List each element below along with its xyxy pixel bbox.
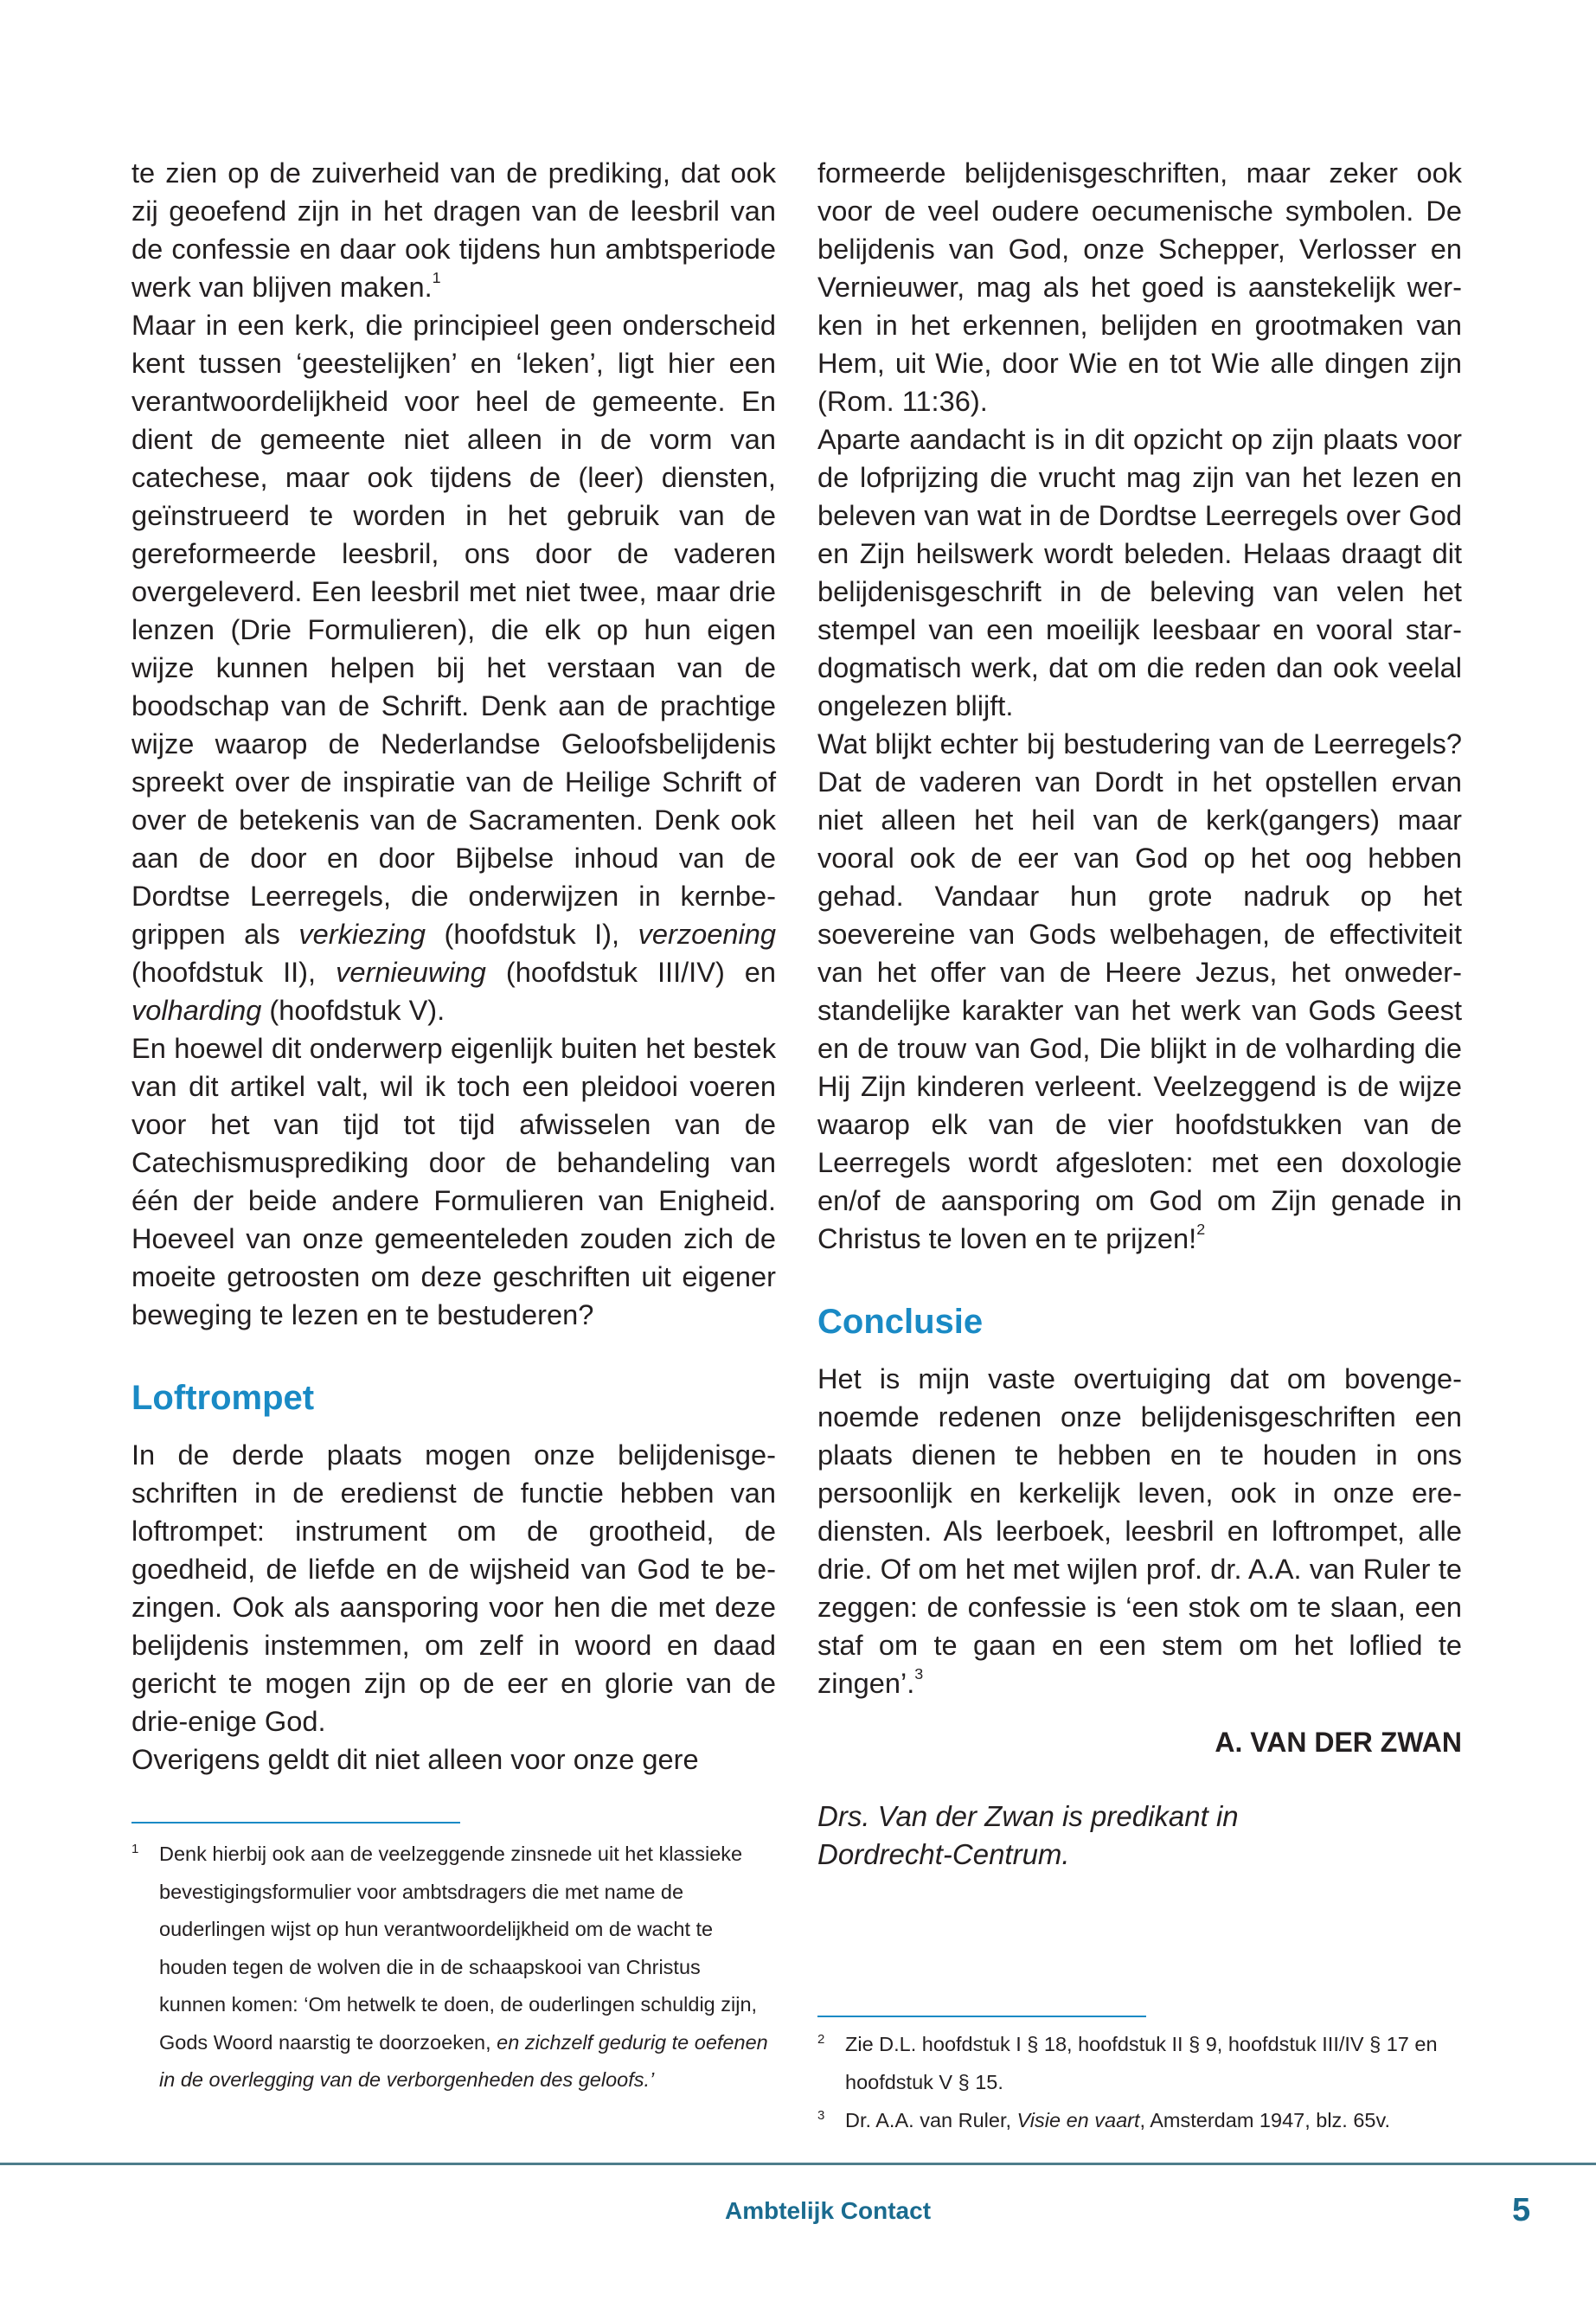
- footnote-3: 3 Dr. A.A. van Ruler, Visie en vaart, Amsterdam 1947, blz. 65v.: [817, 2102, 1475, 2140]
- paragraph: Wat blijkt echter bij bestudering van de Leerregels? Dat de vaderen van Dordt in het opstellen ervan niet alleen het heil van de kerk(gangers) maar vooral ook de eer van God op het oog hebben gehad. Vandaar hun grote nadruk op het soevereine van Gods welbehagen, de effectiviteit van het offer van de Heere Jezus, het onwederstandelijke karakter van het werk van Gods Geest en de trouw van God, Die blijkt in de volharding die Hij Zijn kinderen verleent. Veelzeggend is de wijze waarop elk van de vier hoofdstukken van de Leerregels wordt afgesloten: met een doxologie en/of de aansporing om God om Zijn genade in Christus te loven en te prijzen!$^2$: [817, 727, 1462, 1254]
- paragraph: formeerde belijdenisgeschriften, maar zeker ook voor de veel oudere oecumenische symbolen. De belijdenis van God, onze Schepper, Verlosser en Vernieuwer, mag als het goed is aanstekelijk werken in het erkennen, belijden en grootmaken van Hem, uit Wie, door Wie en tot Wie alle dingen zijn (Rom. 11:36).: [817, 157, 1462, 417]
- footnote-divider: [131, 1822, 460, 1823]
- footnote-number: 3: [817, 2108, 825, 2123]
- footnote-number: 2: [817, 2032, 825, 2047]
- footnote-1: 1 Denk hierbij ook aan de veelzeggende zinsnede uit het klassieke bevestigingsformulier voor ambtsdragers die met name de ouderlingen wijst op hun verantwoordelijkheid om de wacht te houden tegen de wolven die in de schaapskooi van Christus kunnen komen: ‘Om hetwelk te doen, de ouderlingen schuldig zijn, Gods Woord naarstig te doorzoeken, en zichzelf gedurig te oefenen in de overlegging van de verborgenheden des geloofs.’: [131, 1836, 772, 2099]
- paragraph: Het is mijn vaste overtuiging dat om bovengenoemde redenen onze belijdenisgeschriften een plaats dienen te hebben en te houden in ons persoonlijk en kerkelijk leven, ook in onze erediensten. Als leerboek, leesbril en loftrompet, alle drie. Of om het met wijlen prof. dr. A.A. van Ruler te zeggen: de confessie is ‘een stok om te slaan, een staf om te gaan en een stem om het loflied te zingen’.$^3$: [817, 1362, 1462, 1699]
- footnote-2: 2 Zie D.L. hoofdstuk I § 18, hoofdstuk II § 9, hoofdstuk III/IV § 17 en hoofdstuk V § 15.: [817, 2026, 1475, 2101]
- footnote-ref[interactable]: 3: [914, 1664, 924, 1682]
- paragraph: Aparte aandacht is in dit opzicht op zijn plaats voor de lofprijzing die vrucht mag zijn van het lezen en beleven van wat in de Dordtse Leerregels over God en Zijn heilswerk wordt beleden. Helaas draagt dit belijdenisgeschrift in de beleving van velen het stempel van een moeilijk leesbaar en vooral star-dogmatisch werk, dat om die reden dan ook veelal ongelezen blijft.: [817, 423, 1462, 721]
- paragraph: Overigens geldt dit niet alleen voor onze gere: [131, 1743, 699, 1775]
- footer-divider: [0, 2163, 1596, 2165]
- footnote-number: 1: [131, 1842, 139, 1856]
- paragraph: En hoewel dit onderwerp eigenlijk buiten het bestek van dit artikel valt, wil ik toch een pleidooi voeren voor het van tijd tot tijd afwisselen van de Catechismusprediking door de behandeling van één der beide andere Formulieren van Enigheid. Hoeveel van onze gemeenteleden zouden zich de moeite getroosten om deze geschriften uit eigener beweging te lezen en te bestuderen?: [131, 1032, 776, 1330]
- right-column: [817, 154, 1462, 1874]
- paragraph: Maar in een kerk, die principieel geen onderscheid kent tussen ‘geestelijken’ en ‘leken’, ligt hier een verantwoordelijkheid voor heel de gemeente. En dient de gemeente niet alleen in de vorm van catechese, maar ook tijdens de (leer) diensten, geïnstrueerd te worden in het gebruik van de gereformeerde leesbril, ons door de vaderen overgeleverd. Een leesbril met niet twee, maar drie lenzen (Drie Formulieren), die elk op hun eigen wijze kunnen helpen bij het verstaan van de boodschap van de Schrift. Denk aan de prachtige wijze waarop de Nederlandse Geloofsbelijdenis spreekt over de inspiratie van de Heilige Schrift of over de betekenis van de Sacramenten. Denk ook aan de door en door Bijbelse inhoud van de Dordtse Leerregels, die onderwijzen in kernbegrippen als verkiezing (hoofdstuk I), verzoening (hoofdstuk II), vernieuwing (hoofdstuk III/IV) en volharding (hoofdstuk V).: [131, 309, 776, 1026]
- journal-name: Ambtelijk Contact: [725, 2197, 932, 2224]
- paragraph: In de derde plaats mogen onze belijdenisgeschriften in de eredienst de functie hebben van loftrompet: instrument om de grootheid, de goedheid, de liefde en de wijsheid van God te bezingen. Ook als aansporing voor hen die met deze belijdenis instemmen, om zelf in woord en daad gericht te mogen zijn op de eer en glorie van de drie-enige God.: [131, 1439, 776, 1737]
- footnote-ref[interactable]: 2: [1196, 1220, 1206, 1238]
- page-number: 5: [1512, 2192, 1531, 2228]
- footnote-ref[interactable]: 1: [432, 268, 441, 286]
- left-column: [131, 154, 776, 1779]
- author-bio: Drs. Van der Zwan is predikant in Dordrecht-Centrum.: [817, 1800, 1239, 1870]
- footnote-divider: [817, 2016, 1146, 2017]
- paragraph: te zien op de zuiverheid van de prediking, dat ook zij geoefend zijn in het dragen van de leesbril van de confessie en daar ook tijdens hun ambtsperiode werk van blijven maken.$^1$: [131, 157, 776, 303]
- section-heading: Conclusie: [817, 1303, 984, 1341]
- author-signature: A. VAN DER ZWAN: [1215, 1727, 1462, 1758]
- section-heading: Loftrompet: [131, 1379, 315, 1417]
